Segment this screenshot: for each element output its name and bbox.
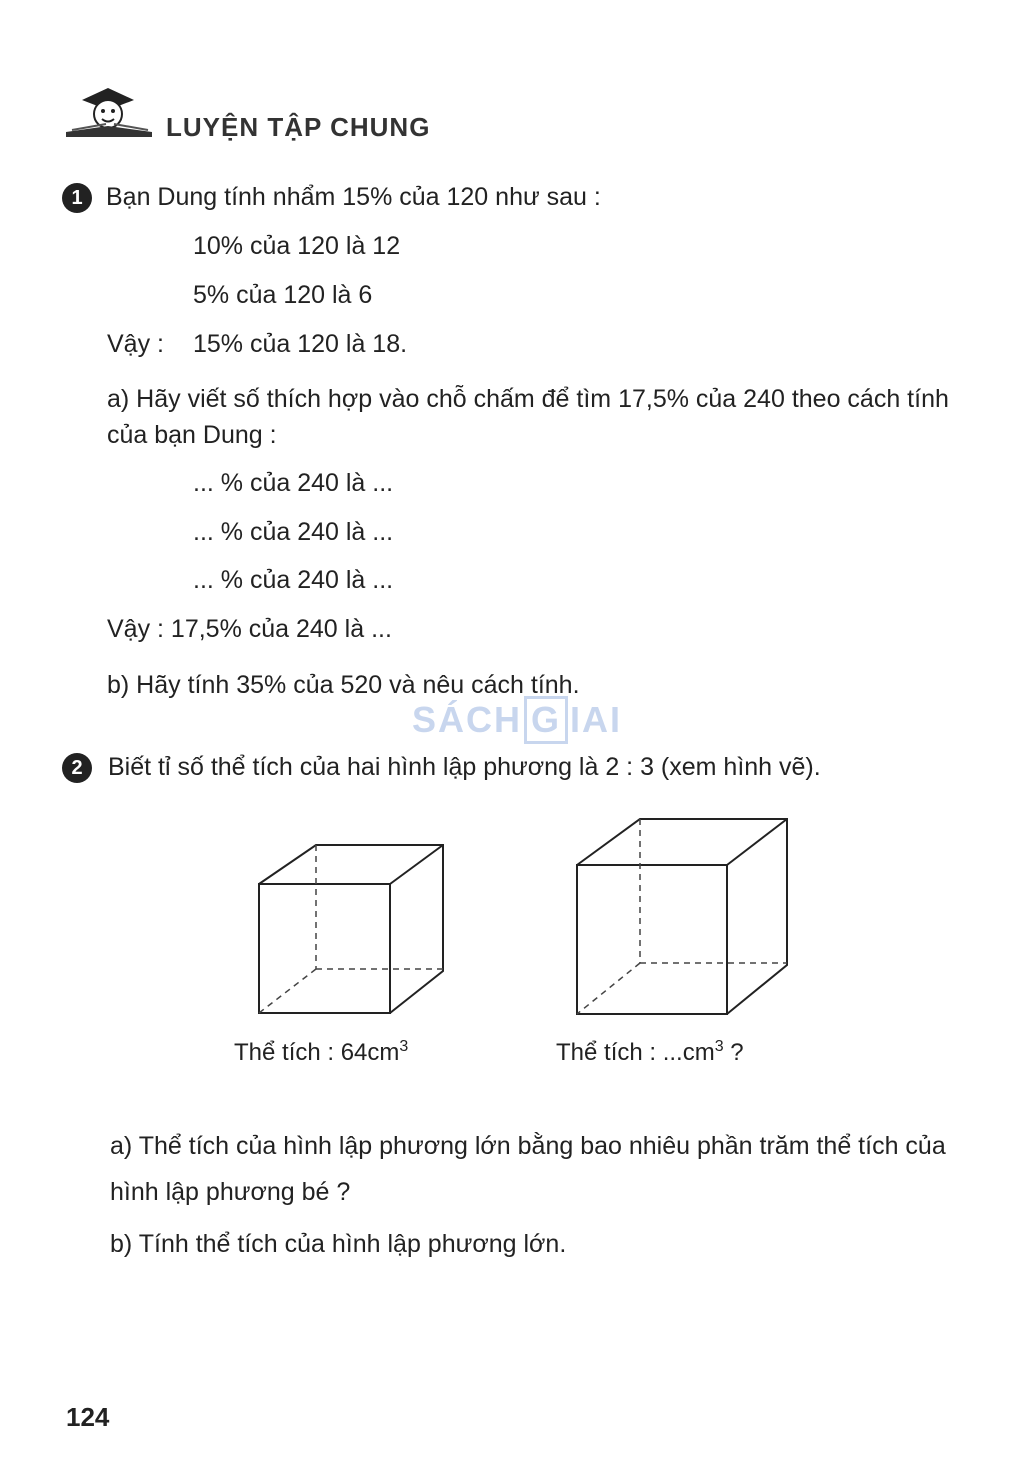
exercise-2-badge: 2 — [62, 753, 92, 783]
exercise-2-a-line1: a) Thể tích của hình lập phương lớn bằng bao nhiêu phần trăm thể tích của — [110, 1132, 946, 1160]
exercise-1-blank3: ... % của 240 là ... — [193, 566, 394, 594]
exercise-1-badge: 1 — [62, 183, 92, 213]
exercise-1-a-line2: của bạn Dung : — [107, 421, 277, 449]
exercise-2-intro: Biết tỉ số thể tích của hai hình lập phương là 2 : 3 (xem hình vẽ). — [108, 753, 821, 781]
exercise-1-intro: Bạn Dung tính nhẩm 15% của 120 như sau : — [106, 183, 601, 211]
exercise-1-blank1: ... % của 240 là ... — [193, 469, 394, 497]
exercise-2-a-line2: hình lập phương bé ? — [110, 1178, 351, 1206]
exercise-1-b: b) Hãy tính 35% của 520 và nêu cách tính. — [107, 671, 580, 699]
large-cube-caption: Thể tích : $...cm^3$ ? — [556, 1038, 744, 1066]
exercise-1-vay-label: Vậy : — [107, 330, 164, 358]
watermark: SÁCH G IAI — [412, 696, 622, 744]
exercise-1-blank2: ... % của 240 là ... — [193, 518, 394, 546]
page-title: LUYỆN TẬP CHUNG — [166, 112, 431, 142]
exercise-1-vay-text: 15% của 120 là 18. — [193, 330, 408, 358]
exercise-1-line1: 10% của 120 là 12 — [193, 232, 401, 260]
scholar-mascot-icon — [62, 80, 158, 140]
exercise-2-b: b) Tính thể tích của hình lập phương lớn. — [110, 1230, 567, 1258]
exercise-1-a-line1: a) Hãy viết số thích hợp vào chỗ chấm để tìm 17,5% của 240 theo cách tính — [107, 385, 949, 413]
large-cube-figure — [568, 812, 794, 1020]
page-number: 124 — [66, 1402, 110, 1432]
small-cube-caption: Thể tích : $64cm^3$ — [234, 1038, 409, 1066]
small-cube-figure — [250, 838, 450, 1020]
exercise-1-vay2: Vậy : 17,5% của 240 là ... — [107, 615, 392, 643]
exercise-1-line2: 5% của 120 là 6 — [193, 281, 373, 309]
